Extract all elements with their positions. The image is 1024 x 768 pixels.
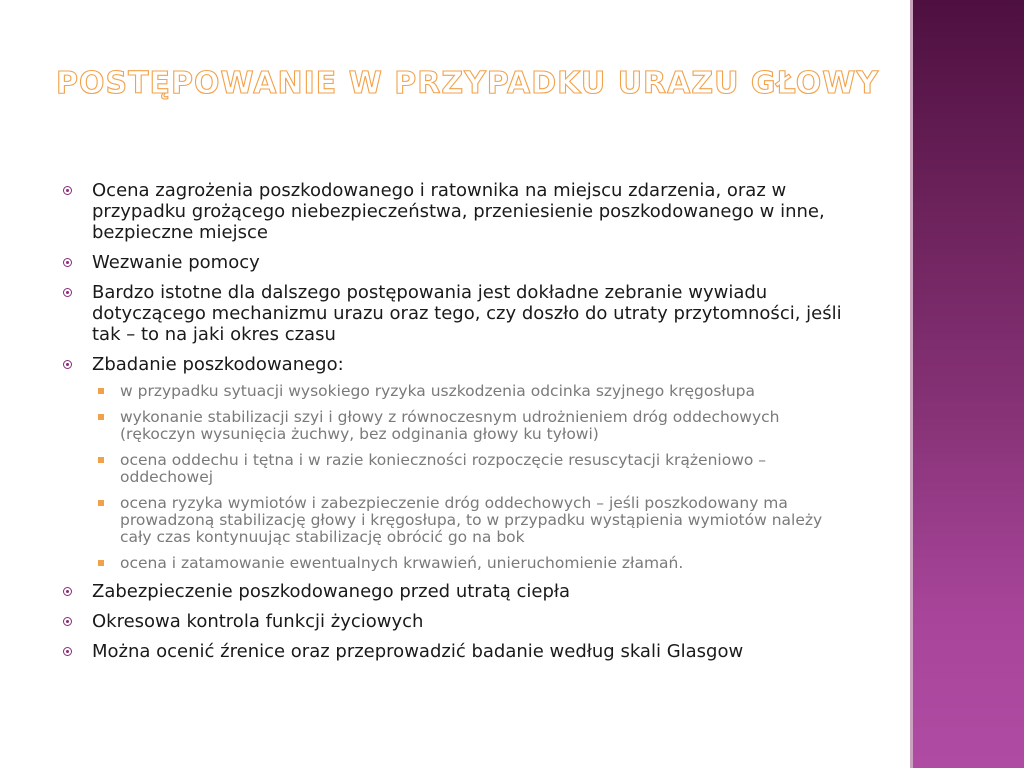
- square-bullet-icon: [98, 500, 104, 506]
- ring-dot-bullet-icon: [63, 647, 72, 656]
- ring-dot-bullet-icon: [63, 360, 72, 369]
- square-bullet-icon: [98, 560, 104, 566]
- sub-list-item: [92, 555, 852, 572]
- sub-list-item-text: ocena oddechu i tętna i w razie konieczności rozpoczęcie resuscytacji krążeniowo – oddechowej: [120, 451, 767, 486]
- square-bullet-icon: [98, 457, 104, 463]
- list-item: [62, 282, 852, 345]
- sub-list-item-text: wykonanie stabilizacji szyi i głowy z równoczesnym udrożnieniem dróg oddechowych (rękoczyn wysunięcia żuchwy, bez odginania głowy ku tyłowi): [120, 408, 780, 443]
- sub-list-item-text: ocena i zatamowanie ewentualnych krwawień, unieruchomienie złamań.: [120, 554, 684, 572]
- sub-list-item: [92, 409, 852, 443]
- sub-bullet-list: [92, 383, 852, 572]
- list-item-text: Bardzo istotne dla dalszego postępowania jest dokładne zebranie wywiadu dotyczącego mechanizmu urazu oraz tego, czy doszło do utraty przytomności, jeśli tak – to na jaki okres czasu: [92, 282, 842, 345]
- sub-list-item: [92, 452, 852, 486]
- decorative-side-band: [913, 0, 1024, 768]
- sub-list-item: [92, 495, 852, 546]
- list-item: [62, 354, 852, 572]
- ring-dot-bullet-icon: [63, 258, 72, 267]
- ring-dot-bullet-icon: [63, 617, 72, 626]
- list-item-text: Ocena zagrożenia poszkodowanego i ratownika na miejscu zdarzenia, oraz w przypadku grożącego niebezpieczeństwa, przeniesienie poszkodowanego w inne, bezpieczne miejsce: [92, 180, 825, 243]
- slide-content: [62, 180, 852, 671]
- list-item: [62, 252, 852, 273]
- list-item: [62, 611, 852, 632]
- list-item-text: Okresowa kontrola funkcji życiowych: [92, 611, 424, 632]
- list-item: [62, 180, 852, 243]
- list-item: [62, 581, 852, 602]
- sub-list-item: [92, 383, 852, 400]
- list-item: [62, 641, 852, 662]
- sub-list-item-text: ocena ryzyka wymiotów i zabezpieczenie dróg oddechowych – jeśli poszkodowany ma prowadzoną stabilizację głowy i kręgosłupa, to w przypadku wystąpienia wymiotów należy cały czas kontynuując stabilizację obrócić go na bok: [120, 494, 823, 546]
- sub-list-item-text: w przypadku sytuacji wysokiego ryzyka uszkodzenia odcinka szyjnego kręgosłupa: [120, 382, 755, 400]
- slide-title: POSTĘPOWANIE W PRZYPADKU URAZU GŁOWY: [56, 66, 880, 101]
- ring-dot-bullet-icon: [63, 587, 72, 596]
- square-bullet-icon: [98, 414, 104, 420]
- ring-dot-bullet-icon: [63, 288, 72, 297]
- ring-dot-bullet-icon: [63, 186, 72, 195]
- list-item-text: Wezwanie pomocy: [92, 252, 260, 273]
- bullet-list: [62, 180, 852, 662]
- list-item-text: Zbadanie poszkodowanego:: [92, 354, 344, 375]
- square-bullet-icon: [98, 388, 104, 394]
- list-item-text: Można ocenić źrenice oraz przeprowadzić badanie według skali Glasgow: [92, 641, 744, 662]
- list-item-text: Zabezpieczenie poszkodowanego przed utratą ciepła: [92, 581, 571, 602]
